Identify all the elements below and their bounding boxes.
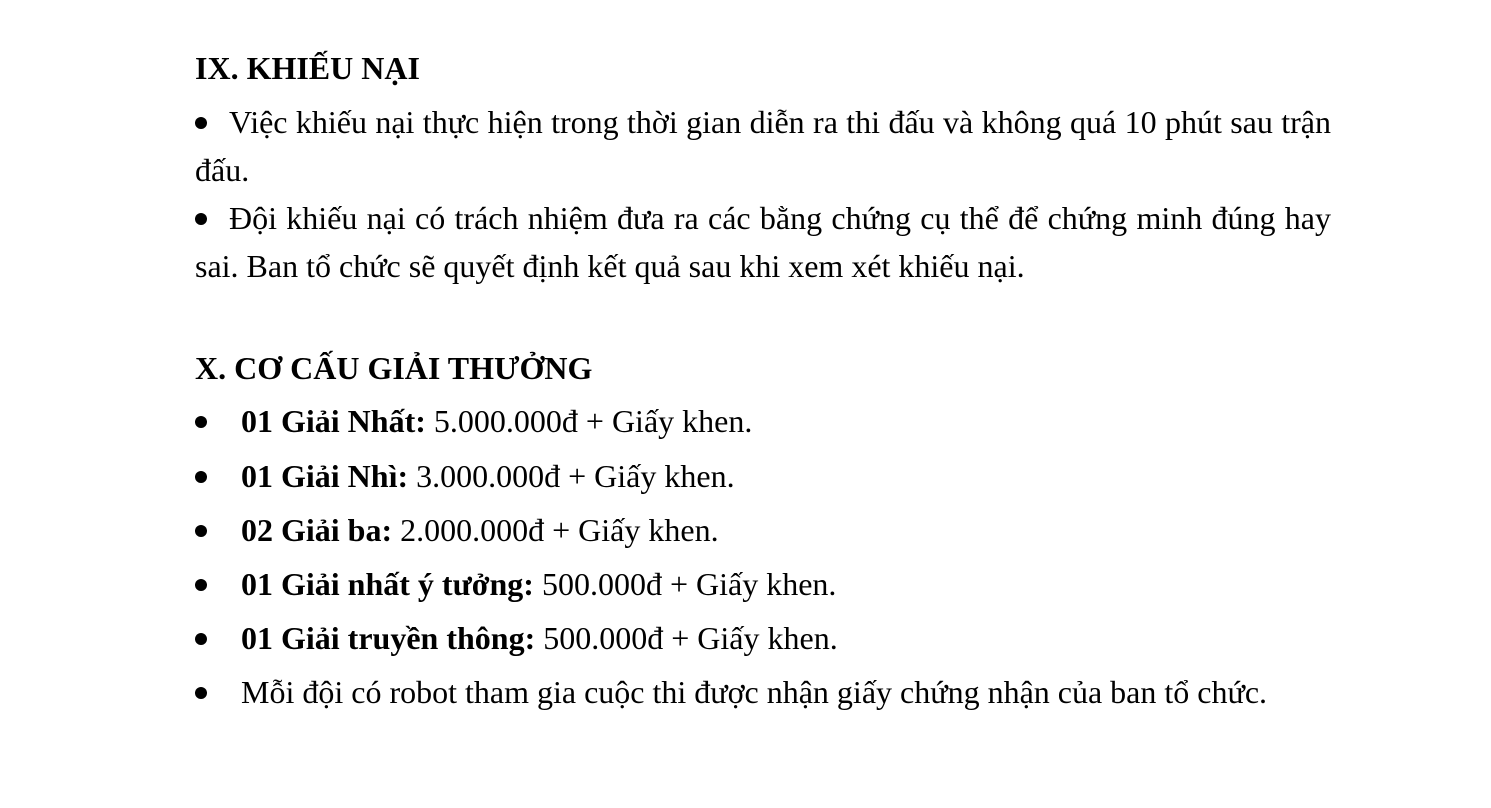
certificate-note-text: Mỗi đội có robot tham gia cuộc thi được nhận giấy chứng nhận của ban tổ chức. — [241, 674, 1268, 710]
complaint-paragraph-2 — [195, 194, 1331, 290]
prize-item — [195, 564, 836, 604]
prize-label: 01 Giải truyền thông: — [241, 620, 536, 656]
complaint-paragraph-1 — [195, 98, 1331, 194]
complaint-text-1: Việc khiếu nại thực hiện trong thời gian diễn ra thi đấu và không quá 10 phút sau trận đấu. — [195, 104, 1331, 188]
prize-label: 01 Giải Nhì: — [241, 458, 409, 494]
prize-label: 02 Giải ba: — [241, 512, 393, 548]
prize-value: 500.000đ + Giấy khen. — [535, 620, 838, 656]
prize-value: 5.000.000đ + Giấy khen. — [425, 403, 753, 439]
bullet-icon — [195, 510, 241, 550]
section-heading-complaints: IX. KHIẾU NẠI — [195, 50, 420, 86]
certificate-note — [151, 668, 1331, 716]
bullet-icon — [195, 401, 241, 441]
bullet-icon — [195, 618, 241, 658]
prize-item — [195, 618, 838, 658]
bullet-icon — [195, 564, 241, 604]
bullet-icon — [195, 668, 241, 716]
prize-item — [195, 401, 752, 441]
prize-item — [195, 456, 735, 496]
prize-label: 01 Giải nhất ý tưởng: — [241, 566, 534, 602]
prize-item — [195, 510, 719, 550]
bullet-icon — [195, 456, 241, 496]
section-heading-prizes: X. CƠ CẤU GIẢI THƯỞNG — [195, 350, 593, 386]
prize-label: 01 Giải Nhất: — [241, 403, 426, 439]
bullet-icon — [195, 194, 229, 242]
bullet-icon — [195, 98, 229, 146]
complaint-text-2: Đội khiếu nại có trách nhiệm đưa ra các bằng chứng cụ thể để chứng minh đúng hay sai. Ban tổ chức sẽ quyết định kết quả sau khi xem xét khiếu nại. — [195, 200, 1331, 284]
prize-value: 3.000.000đ + Giấy khen. — [408, 458, 735, 494]
prize-value: 2.000.000đ + Giấy khen. — [392, 512, 719, 548]
prize-value: 500.000đ + Giấy khen. — [533, 566, 837, 602]
